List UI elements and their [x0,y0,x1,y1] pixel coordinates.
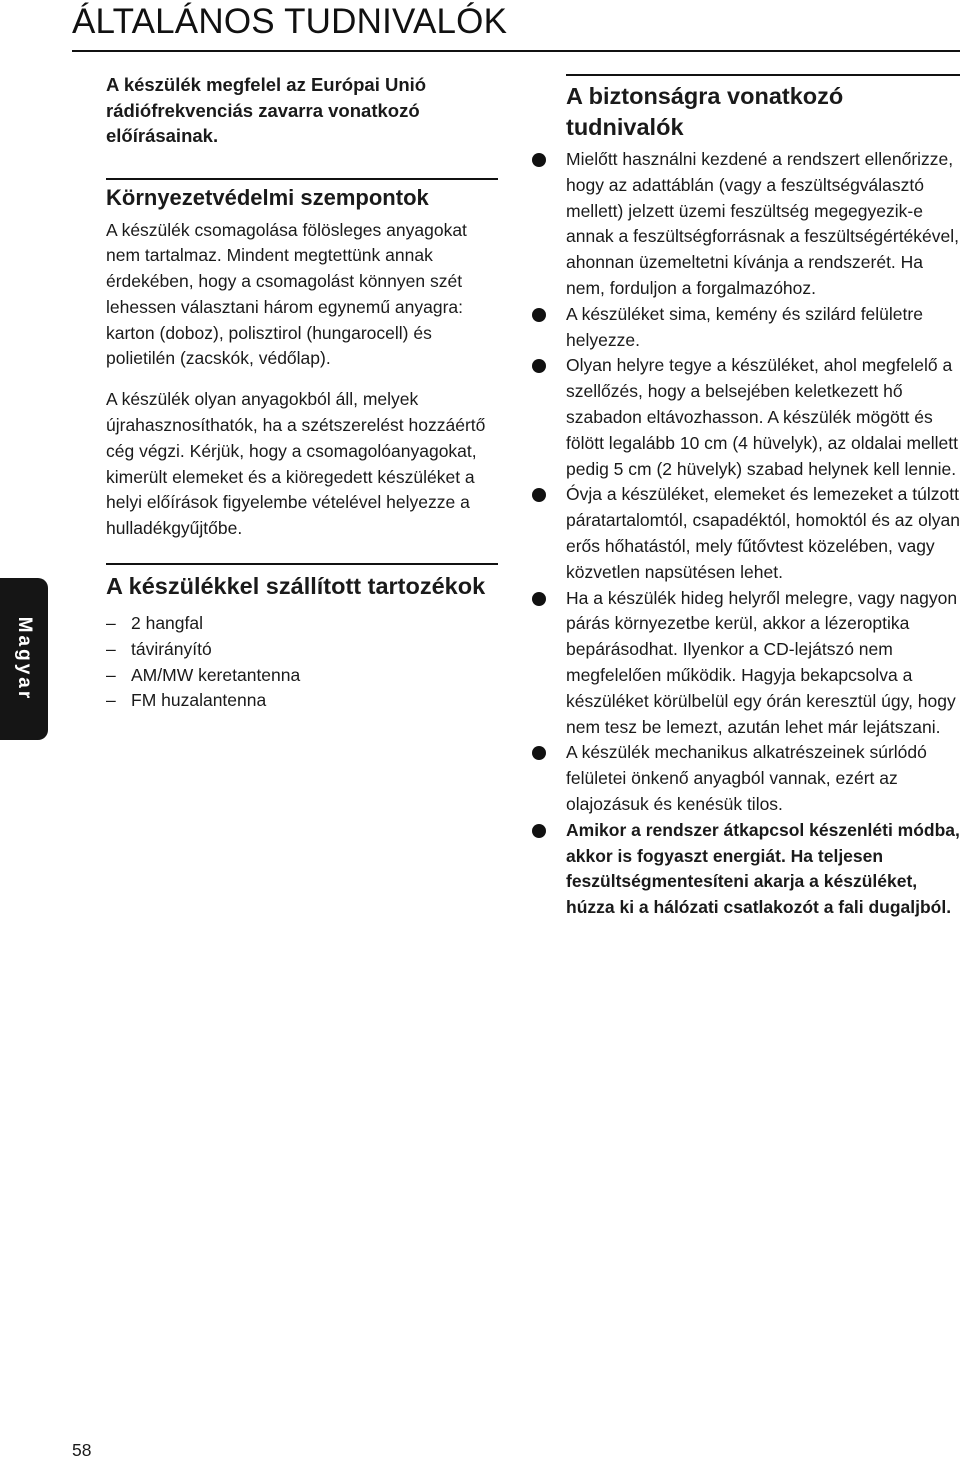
bullet-icon [532,488,546,502]
safety-heading: A biztonságra vonatkozó tudnivalók [566,83,844,140]
right-column [528,74,960,921]
language-tab-label: Magyar [14,616,35,702]
section-rule [106,178,498,180]
page-number: 58 [72,1440,92,1460]
list-item: Ha a készülék hideg helyről melegre, vagy nagyon párás környezetbe kerül, akkor a lézeroptika bepárásodhat. Ilyenkor a CD-lejátszó nem megfelelően működik. Hagyja bekapcsolva a készüléket körülbelül egy órán keresztül úgy, hogy nem tesz be lemezt, azután lehet már lejátszani. [528,586,960,741]
bullet-icon [532,308,546,322]
list-item: Óvja a készüléket, elemeket és lemezeket a túlzott páratartalomtól, csapadéktól, homoktól és az olyan erős hőhatástól, mely fűtővtest közelében, vagy közvetlen napsütésen lehet. [528,482,960,585]
list-item: – AM/MW keretantenna [106,663,498,689]
safety-list [528,147,960,921]
dash-marker: – [106,664,116,685]
left-column [106,72,498,714]
list-item: A készüléket sima, kemény és szilárd felületre helyezze. [528,302,960,354]
env-heading: Környezetvédelmi szempontok [106,184,429,210]
bullet-icon [532,359,546,373]
intro-text: A készülék megfelel az Európai Unió rádiófrekvenciás zavarra vonatkozó előírásainak. [106,74,427,146]
list-item: – távirányító [106,637,498,663]
accessories-heading: A készülékkel szállított tartozékok [106,573,486,600]
list-item: A készülék mechanikus alkatrészeinek súrlódó felületei önkenő anyagból vannak, ezért az olajozásuk és kenésük tilos. [528,740,960,817]
list-item: Amikor a rendszer átkapcsol készenléti módba, akkor is fogyaszt energiát. Ha teljesen feszültségmentesíteni akarja a készüléket, húzza ki a hálózati csatlakozót a fali dugaljból. [528,818,960,921]
section-rule [106,563,498,565]
bullet-icon [532,824,546,838]
section-rule [566,74,960,76]
list-item: Mielőtt használni kezdené a rendszert ellenőrizze, hogy az adattáblán (vagy a feszültségválasztó mellett) jelzett üzemi feszültség megegyezik-e annak a feszültségforrásnak a feszültségértékével, ahonnan üzemeltetni kívánja a rendszerét. Ha nem, forduljon a forgalmazóhoz. [528,147,960,302]
language-tab [0,578,48,740]
bullet-icon [532,592,546,606]
bullet-icon [532,746,546,760]
page-title: ÁLTALÁNOS TUDNIVALÓK [72,2,508,41]
bullet-icon [532,153,546,167]
list-item: Olyan helyre tegye a készüléket, ahol megfelelő a szellőzés, hogy a belsejében keletkezett hő szabadon eltávozhasson. A készülék mögött és fölött legalább 10 cm (4 hüvelyk), az oldalai mellett pedig 5 cm (2 hüvelyk) szabad helynek kell lennie. [528,353,960,482]
accessories-list [106,611,498,714]
list-item: – FM huzalantenna [106,688,498,714]
dash-marker: – [106,690,116,711]
dash-marker: – [106,638,116,659]
env-paragraph-2: A készülék olyan anyagokból áll, melyek újrahasznosíthatók, ha a szétszerelést hozzáértő cég végzi. Kérjük, hogy a csomagolóanyagokat, kimerült elemeket és a kiöregedett készüléket a helyi előírások figyelembe vételével helyezze a hulladékgyűjtőbe. [106,389,486,539]
dash-marker: – [106,613,116,634]
title-rule [72,50,960,52]
env-paragraph-1: A készülék csomagolása fölösleges anyagokat nem tartalmaz. Mindent megtettünk annak érdekében, hogy a csomagolást könnyen szét lehessen választani három egynemű anyagra: karton (doboz), polisztirol (hungarocell) és polietilén (zacskók, védőlap). [106,219,467,369]
list-item: – 2 hangfal [106,611,498,637]
